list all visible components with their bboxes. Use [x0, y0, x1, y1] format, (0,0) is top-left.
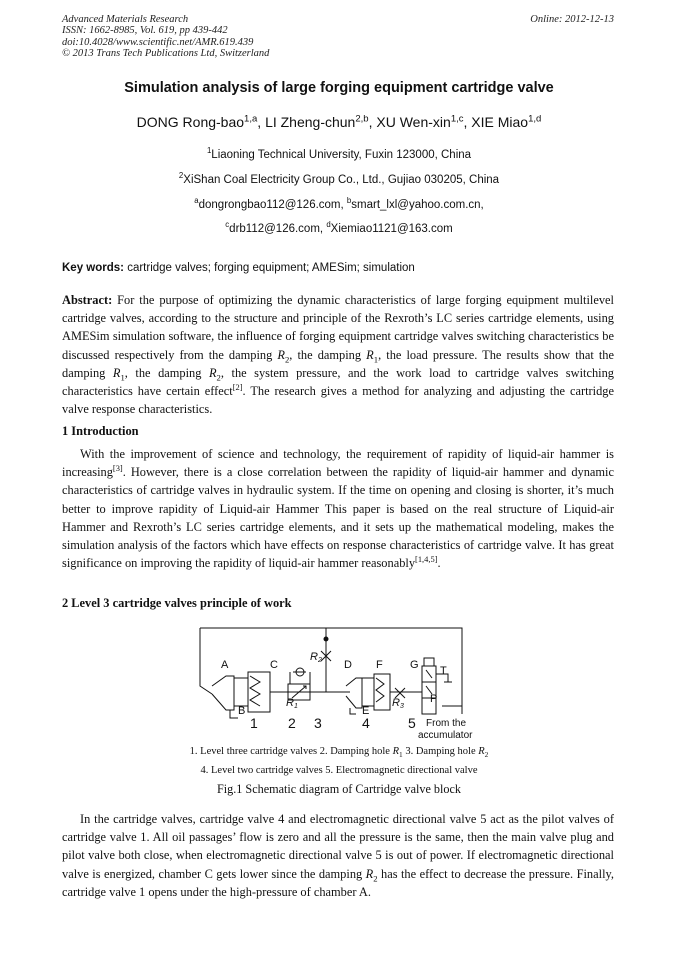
email-line-2: [0, 220, 678, 235]
body-text: .: [437, 556, 441, 571]
label-p: P: [430, 693, 438, 705]
label-c: C: [270, 659, 278, 671]
email-sup: d: [326, 220, 331, 230]
abstract-text: For the purpose of optimizing the dynamic characteristics of large forging equipment multilevel cartridge valves, according to the structure and principle of the Rexroth’s LC series cartridge elements, using AMESim simulation software, the influence of forging equipment cartridge valves switching characteristics be discussed respectively from the damping: [62, 293, 614, 362]
subscript: 2: [373, 873, 378, 884]
cartridge-valve-schematic: [190, 622, 490, 740]
outer-pipe: [200, 628, 462, 714]
issn-line: ISSN: 1662-8985, Vol. 619, pp 439-442: [62, 25, 228, 37]
abstract-label: Abstract:: [62, 293, 113, 307]
legend-text: 3. Damping hole: [402, 746, 479, 757]
subscript: 2: [484, 750, 489, 760]
subscript: 1: [120, 372, 125, 383]
symbol-r: R: [277, 347, 285, 362]
subscript: 2: [284, 354, 290, 365]
label-g: G: [410, 659, 419, 671]
copyright-line: © 2013 Trans Tech Publications Ltd, Switzerland: [62, 47, 270, 59]
section-heading-principle: 2 Level 3 cartridge valves principle of work: [62, 596, 292, 610]
affiliation-1: [0, 146, 678, 161]
label-f: F: [376, 659, 383, 671]
subscript: 1: [399, 750, 403, 760]
author-list: DONG Rong-bao$^{1,a}$, LI Zheng-chun$^{2,b}$, XU Wen-xin$^{1,c}$, XIE Miao$^{1,d}$: [136, 113, 542, 130]
body-text: With the improvement of science and technology, the requirement of rapidity of liquid-air hammer is increasing: [62, 447, 614, 480]
label-t: T: [440, 665, 447, 677]
abstract-text: , the damping: [289, 347, 367, 362]
body-text: . However, there is a close correlation between the rapidity of liquid-air hammer and dynamic characteristics of cartridge valves in hydraulic system. If the time on opening and closing is shorter, it’s much better to improve rapidity of Liquid-air Hammer This paper is based on the real structure of Liquid-air Hammer and Rexroth’s LC series cartridge elements, and it sets up the mathematical modeling, makes the simulation analysis of the factors which have effects on response characteristics of cartridge valve. It has great significance on improving the rapidity of liquid-air hammer reasonably: [62, 465, 614, 571]
body-text: In the cartridge valves, cartridge valve 4 and electromagnetic directional valve 5 act as the pilot valves of cartridge valve 1. All oil passages’ flow is zero and all the pressure is the same, then the main valve plug and pilot valve both close, when electromagnetic directional valve 5 is out of power. If electromagnetic directional valve is energized, chamber C gets lower since the damping: [62, 812, 614, 881]
section-heading-introduction: 1 Introduction: [62, 424, 139, 438]
journal-name: Advanced Materials Research: [62, 14, 189, 25]
subscript: 2: [216, 372, 221, 383]
valve-1-spool: [234, 678, 248, 706]
body-paragraph-2: [62, 810, 614, 901]
author-sup: 1,a: [244, 113, 258, 125]
valve-1-body: [212, 676, 234, 710]
aff-text: Liaoning Technical University, Fuxin 123000, China: [211, 149, 472, 161]
accumulator-label-2: accumulator: [418, 730, 473, 740]
author-sup: 1,d: [528, 113, 542, 125]
label-d: D: [344, 659, 352, 671]
email-text: dongrongbao112@126.com,: [198, 199, 347, 211]
aff-sup: 1: [206, 146, 212, 156]
email-line-1: [0, 196, 678, 211]
author-sup: 1,c: [450, 113, 464, 125]
valve-4-body: [346, 678, 362, 708]
valve-1-spring: [250, 676, 260, 706]
figure-legend-1: [0, 746, 678, 760]
email-text: Xiemiao1121@163.com: [330, 223, 453, 235]
valve-4-spring-chamber: [374, 674, 390, 710]
author-name: LI Zheng-chun: [265, 114, 356, 130]
email-sup: a: [194, 196, 199, 206]
port-b-line: [230, 710, 238, 718]
figure-caption: Fig.1 Schematic diagram of Cartridge valve block: [216, 782, 462, 796]
legend-text: 1. Level three cartridge valves 2. Damping hole: [189, 746, 393, 757]
keywords: [62, 262, 618, 274]
email-sup: c: [225, 220, 230, 230]
introduction-paragraph: [62, 445, 614, 572]
citation: [3]: [112, 463, 123, 474]
abstract-text: , the system pressure, and the work load to cartridge valves switching characteristics have certain effect: [62, 365, 614, 399]
keywords-label: Key words:: [62, 262, 124, 274]
label-1: 1: [250, 715, 258, 731]
author-sup: 2,b: [355, 113, 369, 125]
symbol-r: R: [365, 866, 374, 881]
label-3: 3: [314, 715, 322, 731]
accumulator-label-1: From the: [426, 718, 467, 729]
abstract-text: , the damping: [124, 365, 209, 380]
author-name: DONG Rong-bao: [136, 114, 245, 130]
left-pipe: [200, 628, 212, 694]
journal-header: [62, 14, 269, 59]
body-text: has the effect to decrease the pressure. Finally, cartridge valve 1 opens under the high-pressure of chamber A.: [62, 866, 614, 899]
email-text: smart_lxl@yahoo.com.cn,: [351, 199, 484, 211]
label-b: B: [238, 705, 246, 717]
subscript: 1: [373, 354, 379, 365]
doi-line: doi:10.4028/www.scientific.net/AMR.619.439: [62, 36, 254, 48]
symbol-r: R: [112, 365, 121, 380]
figure-legend-2: 4. Level two cartridge valves 5. Electromagnetic directional valve: [200, 765, 478, 776]
keywords-text: cartridge valves; forging equipment; AMESim; simulation: [124, 262, 415, 274]
abstract-text: , the load pressure. The results show that the damping: [62, 347, 615, 380]
affiliation-2: [0, 171, 678, 186]
author-name: XU Wen-xin: [376, 114, 451, 130]
abstract: [62, 291, 614, 418]
label-5: 5: [408, 715, 416, 731]
citation: [1,4,5]: [415, 554, 438, 565]
valve-1-spring-chamber: [248, 672, 270, 712]
paper-title: Simulation analysis of large forging equipment cartridge valve: [124, 80, 554, 96]
label-2: 2: [288, 715, 296, 731]
label-r1: R1: [286, 697, 298, 710]
label-r2: R2: [310, 651, 322, 664]
email-text: drb112@126.com,: [229, 223, 327, 235]
author-name: XIE Miao: [471, 114, 529, 130]
symbol-r: R: [392, 746, 400, 757]
symbol-r: R: [208, 365, 217, 380]
aff-sup: 2: [178, 171, 184, 181]
symbol-r: R: [478, 746, 485, 757]
aff-text: XiShan Coal Electricity Group Co., Ltd., Gujiao 030205, China: [183, 174, 500, 186]
symbol-r: R: [366, 347, 374, 362]
email-sup: b: [346, 196, 352, 206]
label-4: 4: [362, 715, 370, 731]
label-r3: R3: [392, 697, 404, 710]
valve-4-spool: [362, 678, 374, 706]
label-a: A: [221, 659, 229, 671]
citation: [2]: [232, 381, 243, 392]
online-date: Online: 2012-12-13: [530, 14, 614, 25]
label-e: E: [362, 705, 370, 717]
abstract-text: . The research gives a method for analyzing and adjusting the cartridge valve response characteristics.: [62, 384, 615, 417]
